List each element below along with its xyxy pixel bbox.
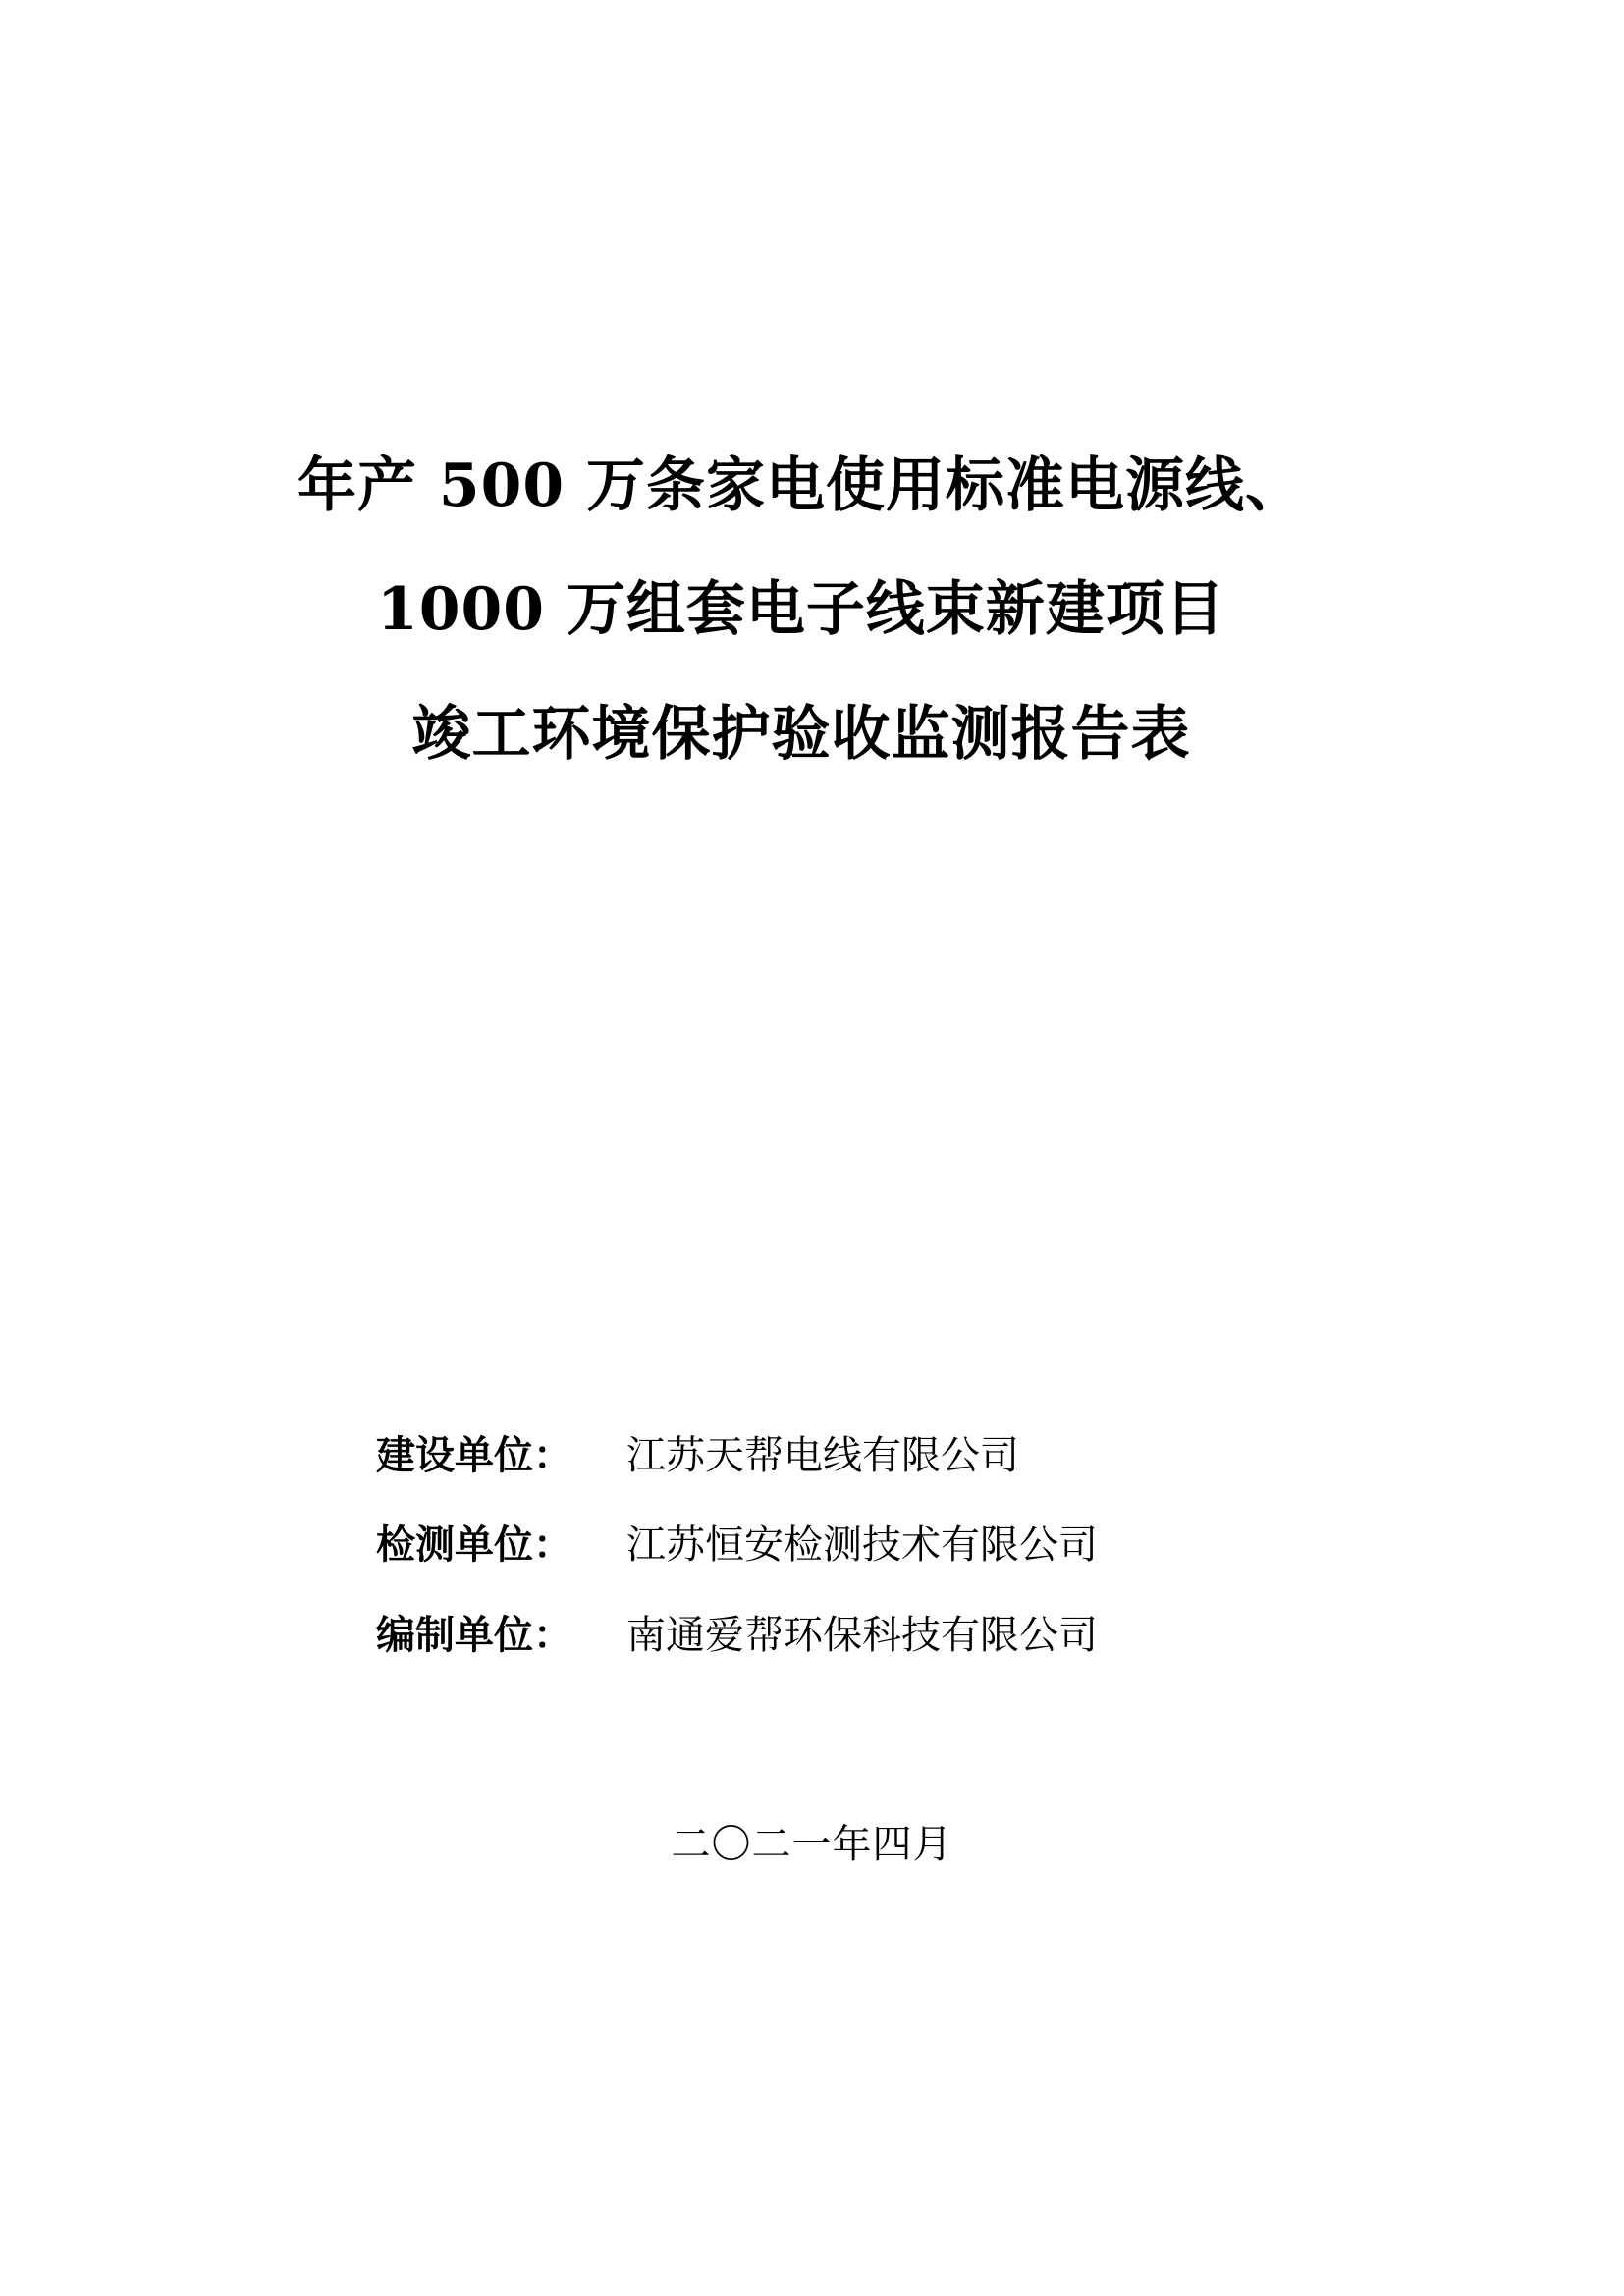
construction-unit-value: 江苏天帮电线有限公司 (626, 1433, 1019, 1478)
title-line-2: 1000 万组套电子线束新建项目 (377, 575, 1225, 644)
compiling-unit-value: 南通爱帮环保科技有限公司 (626, 1613, 1098, 1658)
title-line-1: 年产 500 万条家电使用标准电源线、 (297, 452, 1306, 520)
testing-unit-row (376, 1516, 1260, 1575)
report-date: 二〇二一年四月 (671, 1822, 953, 1867)
title-line-3: 竣工环境保护验收监测报告表 (411, 700, 1191, 769)
compiling-unit-label: 编制单位： (376, 1612, 572, 1658)
construction-unit-row (376, 1426, 1260, 1485)
testing-unit-label: 检测单位： (376, 1522, 572, 1568)
testing-unit-value: 江苏恒安检测技术有限公司 (626, 1522, 1098, 1568)
construction-unit-label: 建设单位： (376, 1432, 572, 1478)
compiling-unit-row (376, 1606, 1260, 1665)
